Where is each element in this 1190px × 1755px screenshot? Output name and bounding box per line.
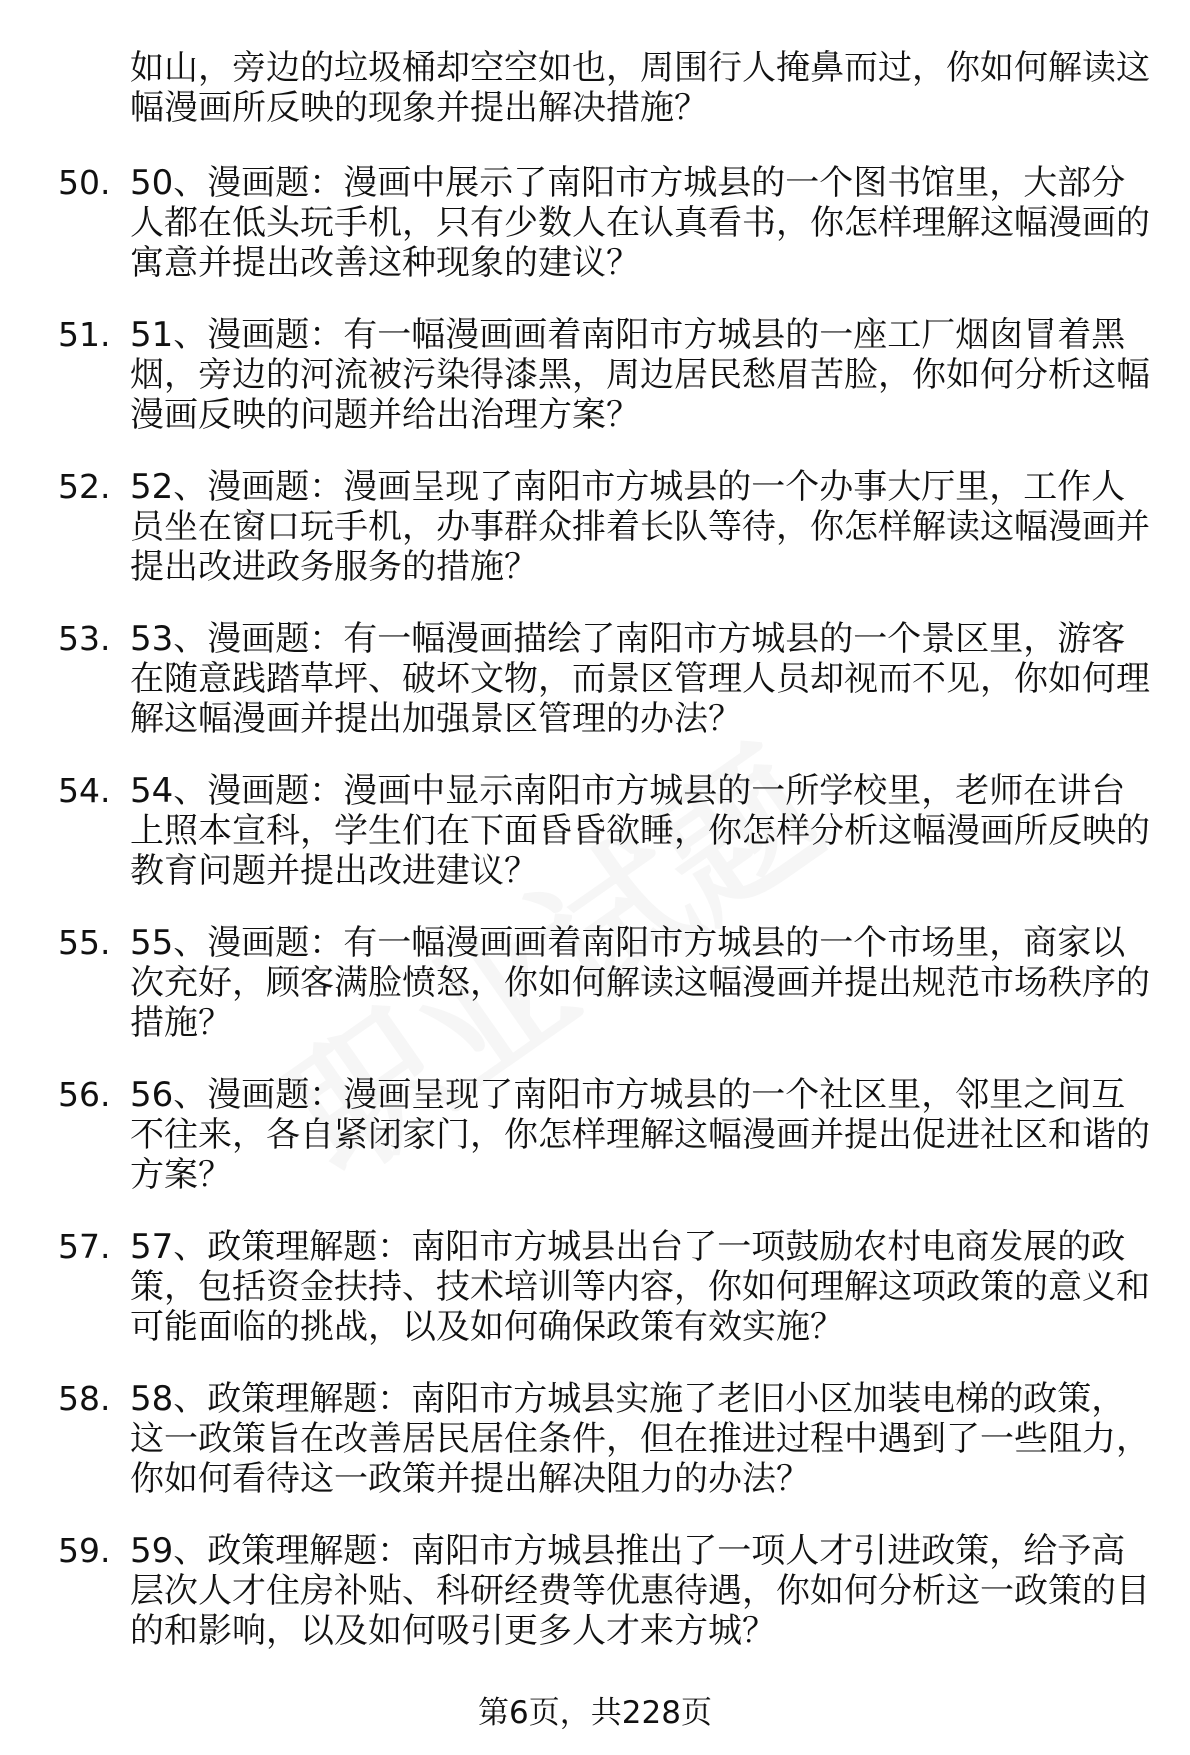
list-item: [0, 307, 1190, 459]
question-text: 53、漫画题：有一幅漫画描绘了南阳市方城县的一个景区里，游客在随意践踏草坪、破坏文物，而景区管理人员却视而不见，你如何理解这幅漫画并提出加强景区管理的办法？: [130, 619, 1150, 739]
list-item: [0, 1067, 1190, 1219]
list-item: [0, 155, 1190, 307]
question-text: 50、漫画题：漫画中展示了南阳市方城县的一个图书馆里，大部分人都在低头玩手机，只有少数人在认真看书，你怎样理解这幅漫画的寓意并提出改善这种现象的建议？: [130, 163, 1150, 283]
list-item: [0, 1523, 1190, 1675]
list-item: [0, 763, 1190, 915]
page-footer: 第6页，共228页: [478, 1695, 712, 1731]
question-text: 54、漫画题：漫画中显示南阳市方城县的一所学校里，老师在讲台上照本宣科，学生们在下面昏昏欲睡，你怎样分析这幅漫画所反映的教育问题并提出改进建议？: [130, 771, 1150, 891]
question-text: 59、政策理解题：南阳市方城县推出了一项人才引进政策，给予高层次人才住房补贴、科研经费等优惠待遇，你如何分析这一政策的目的和影响，以及如何吸引更多人才来方城？: [130, 1531, 1150, 1651]
question-number: 53.: [58, 619, 111, 658]
list-item: [0, 611, 1190, 763]
list-item: [0, 459, 1190, 611]
question-number: 56.: [58, 1075, 111, 1114]
question-number: 59.: [58, 1531, 111, 1570]
question-number: 57.: [58, 1227, 111, 1266]
question-text: 55、漫画题：有一幅漫画画着南阳市方城县的一个市场里，商家以次充好，顾客满脸愤怒，你如何解读这幅漫画并提出规范市场秩序的措施？: [130, 923, 1150, 1043]
question-number: 52.: [58, 467, 111, 506]
question-number: 55.: [58, 923, 111, 962]
question-text: 51、漫画题：有一幅漫画画着南阳市方城县的一座工厂烟囱冒着黑烟，旁边的河流被污染得漆黑，周边居民愁眉苦脸，你如何分析这幅漫画反映的问题并给出治理方案？: [130, 315, 1150, 435]
list-item: [0, 1219, 1190, 1371]
question-number: 51.: [58, 315, 111, 354]
question-number: 50.: [58, 163, 111, 202]
question-text: 52、漫画题：漫画呈现了南阳市方城县的一个办事大厅里，工作人员坐在窗口玩手机，办事群众排着长队等待，你怎样解读这幅漫画并提出改进政务服务的措施？: [130, 467, 1150, 587]
question-number: 58.: [58, 1379, 111, 1418]
question-list: [0, 155, 1190, 1675]
question-text: 58、政策理解题：南阳市方城县实施了老旧小区加装电梯的政策，这一政策旨在改善居民居住条件，但在推进过程中遇到了一些阻力，你如何看待这一政策并提出解决阻力的办法？: [130, 1379, 1150, 1499]
question-text: 57、政策理解题：南阳市方城县出台了一项鼓励农村电商发展的政策，包括资金扶持、技术培训等内容，你如何理解这项政策的意义和可能面临的挑战，以及如何确保政策有效实施？: [130, 1227, 1150, 1347]
question-number: 54.: [58, 771, 111, 810]
question-text: 56、漫画题：漫画呈现了南阳市方城县的一个社区里，邻里之间互不往来，各自紧闭家门，你怎样理解这幅漫画并提出促进社区和谐的方案？: [130, 1075, 1150, 1195]
question-49-continuation: 如山，旁边的垃圾桶却空空如也，周围行人掩鼻而过，你如何解读这幅漫画所反映的现象并提出解决措施？: [130, 48, 1150, 128]
list-item: [0, 1371, 1190, 1523]
list-item: [0, 915, 1190, 1067]
